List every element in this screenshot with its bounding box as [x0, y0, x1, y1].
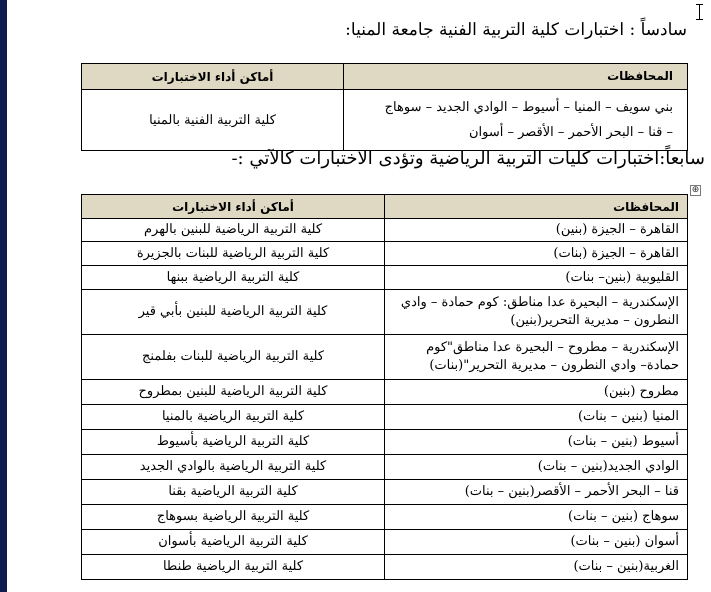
section6-table: [81, 63, 688, 151]
governorates-cell: قنا – البحر الأحمر – الأقصر(بنين – بنات): [385, 480, 688, 505]
left-margin-bar: [0, 0, 7, 592]
section7-table: [81, 194, 688, 580]
table-row: [82, 266, 688, 290]
governorates-line: بني سويف – المنيا – أسيوط – الوادي الجديد – سوهاج: [384, 100, 673, 115]
place-cell: كلية التربية الرياضية بسوهاج: [82, 505, 385, 530]
table-move-handle-icon[interactable]: ⊕: [691, 185, 700, 195]
table-header-row: [82, 195, 688, 219]
section7-heading: سابعاً:اختبارات كليات التربية الرياضية وتؤدى الاختبارات كالآتي :-: [231, 148, 705, 169]
governorates-cell: الإسكندرية – البحيرة عدا مناطق: كوم حمادة – وادي النطرون – مديرية التحرير(بنين): [385, 290, 688, 335]
governorates-cell: المنيا (بنين – بنات): [385, 405, 688, 430]
header-places: أماكن أداء الاختبارات: [82, 195, 385, 219]
table-row: [82, 335, 688, 380]
governorates-cell: سوهاج (بنين – بنات): [385, 505, 688, 530]
place-cell: كلية التربية الرياضية بأسيوط: [82, 430, 385, 455]
table-row: [82, 380, 688, 405]
header-governorates: المحافظات: [385, 195, 688, 219]
table-row: [82, 530, 688, 555]
place-cell: كلية التربية الرياضية للبنين بمطروح: [82, 380, 385, 405]
governorates-cell: الإسكندرية – مطروح – البحيرة عدا مناطق"كوم حمادة– وادي النطرون – مديرية التحرير"(بنات): [385, 335, 688, 380]
table-row: [82, 219, 688, 242]
place-cell: كلية التربية الرياضية للبنين بالهرم: [82, 219, 385, 242]
governorates-cell: القليوبية (بنين– بنات): [385, 266, 688, 290]
governorates-line: – قنا – البحر الأحمر – الأقصر – أسوان: [468, 125, 673, 140]
table-row: [82, 405, 688, 430]
place-cell: كلية التربية الرياضية للبنين بأبي قير: [82, 290, 385, 335]
table-row: [82, 430, 688, 455]
governorates-cell: الوادي الجديد(بنين – بنات): [385, 455, 688, 480]
place-cell: كلية التربية الرياضية للبنات بفلمنج: [82, 335, 385, 380]
table-row: [82, 455, 688, 480]
place-cell: كلية التربية الرياضية بقنا: [82, 480, 385, 505]
table-row: [82, 290, 688, 335]
table-row: [82, 90, 688, 151]
header-places: أماكن أداء الاختبارات: [82, 64, 344, 90]
governorates-cell: أسوان (بنين – بنات): [385, 530, 688, 555]
table-row: [82, 555, 688, 580]
text-cursor: [699, 4, 700, 20]
place-cell: كلية التربية الرياضية للبنات بالجزيرة: [82, 242, 385, 266]
governorates-cell: [344, 90, 688, 151]
table-header-row: [82, 64, 688, 90]
place-cell: كلية التربية الرياضية بالوادي الجديد: [82, 455, 385, 480]
governorates-cell: أسيوط (بنين – بنات): [385, 430, 688, 455]
governorates-cell: القاهرة – الجيزة (بنين): [385, 219, 688, 242]
place-cell: كلية التربية الفنية بالمنيا: [82, 90, 344, 151]
table-row: [82, 505, 688, 530]
header-governorates: المحافظات: [344, 64, 688, 90]
section6-heading: سادساً : اختبارات كلية التربية الفنية جامعة المنيا:: [345, 20, 687, 40]
place-cell: كلية التربية الرياضية ببنها: [82, 266, 385, 290]
governorates-cell: الغربية(بنين – بنات): [385, 555, 688, 580]
place-cell: كلية التربية الرياضية بأسوان: [82, 530, 385, 555]
place-cell: كلية التربية الرياضية طنطا: [82, 555, 385, 580]
table-row: [82, 242, 688, 266]
table-row: [82, 480, 688, 505]
governorates-cell: مطروح (بنين): [385, 380, 688, 405]
place-cell: كلية التربية الرياضية بالمنيا: [82, 405, 385, 430]
governorates-cell: القاهرة – الجيزة (بنات): [385, 242, 688, 266]
